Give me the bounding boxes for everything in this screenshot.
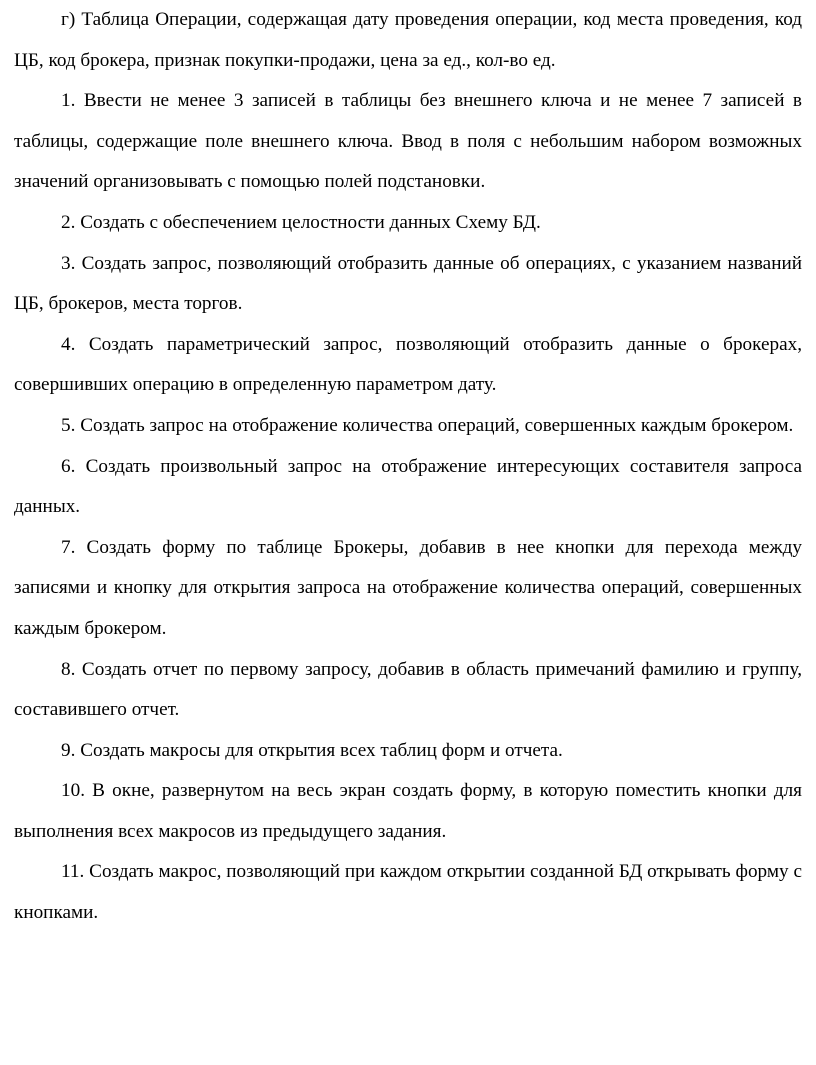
paragraph-operations-table: г) Таблица Операции, содержащая дату проведения операции, код места проведения, код ЦБ, код брокера, признак покупки-продажи, цена за ед., кол-во ед. (14, 9, 802, 71)
paragraph-task-2: 2. Создать с обеспечением целостности данных Схему БД. (61, 211, 541, 233)
paragraph-task-10: 10. В окне, развернутом на весь экран создать форму, в которую поместить кнопки для выполнения всех макросов из предыдущего задания. (14, 780, 802, 842)
paragraph-task-3: 3. Создать запрос, позволяющий отобразить данные об операциях, с указанием названий ЦБ, брокеров, места торгов. (14, 252, 802, 315)
paragraph-task-11: 11. Создать макрос, позволяющий при каждом открытии созданной БД открывать форму с кнопками. (14, 861, 802, 924)
paragraph-task-7: 7. Создать форму по таблице Брокеры, добавив в нее кнопки для перехода между записями и кнопку для открытия запроса на отображение количества операций, совершенных каждым брокером. (14, 536, 802, 639)
document-page (14, 0, 802, 934)
paragraph-task-9: 9. Создать макросы для открытия всех таблиц форм и отчета. (61, 739, 563, 761)
paragraph-task-4: 4. Создать параметрический запрос, позволяющий отобразить данные о брокерах, совершивших операцию в определенную параметром дату. (14, 333, 802, 396)
paragraph-task-6: 6. Создать произвольный запрос на отображение интересующих составителя запроса данных. (14, 455, 802, 518)
paragraph-task-8: 8. Создать отчет по первому запросу, добавив в область примечаний фамилию и группу, составившего отчет. (14, 658, 802, 721)
paragraph-task-1: 1. Ввести не менее 3 записей в таблицы без внешнего ключа и не менее 7 записей в таблицы, содержащие поле внешнего ключа. Ввод в поля с небольшим набором возможных значений организовывать с помощью полей подстановки. (14, 90, 802, 193)
paragraph-task-5: 5. Создать запрос на отображение количества операций, совершенных каждым брокером. (61, 414, 794, 436)
